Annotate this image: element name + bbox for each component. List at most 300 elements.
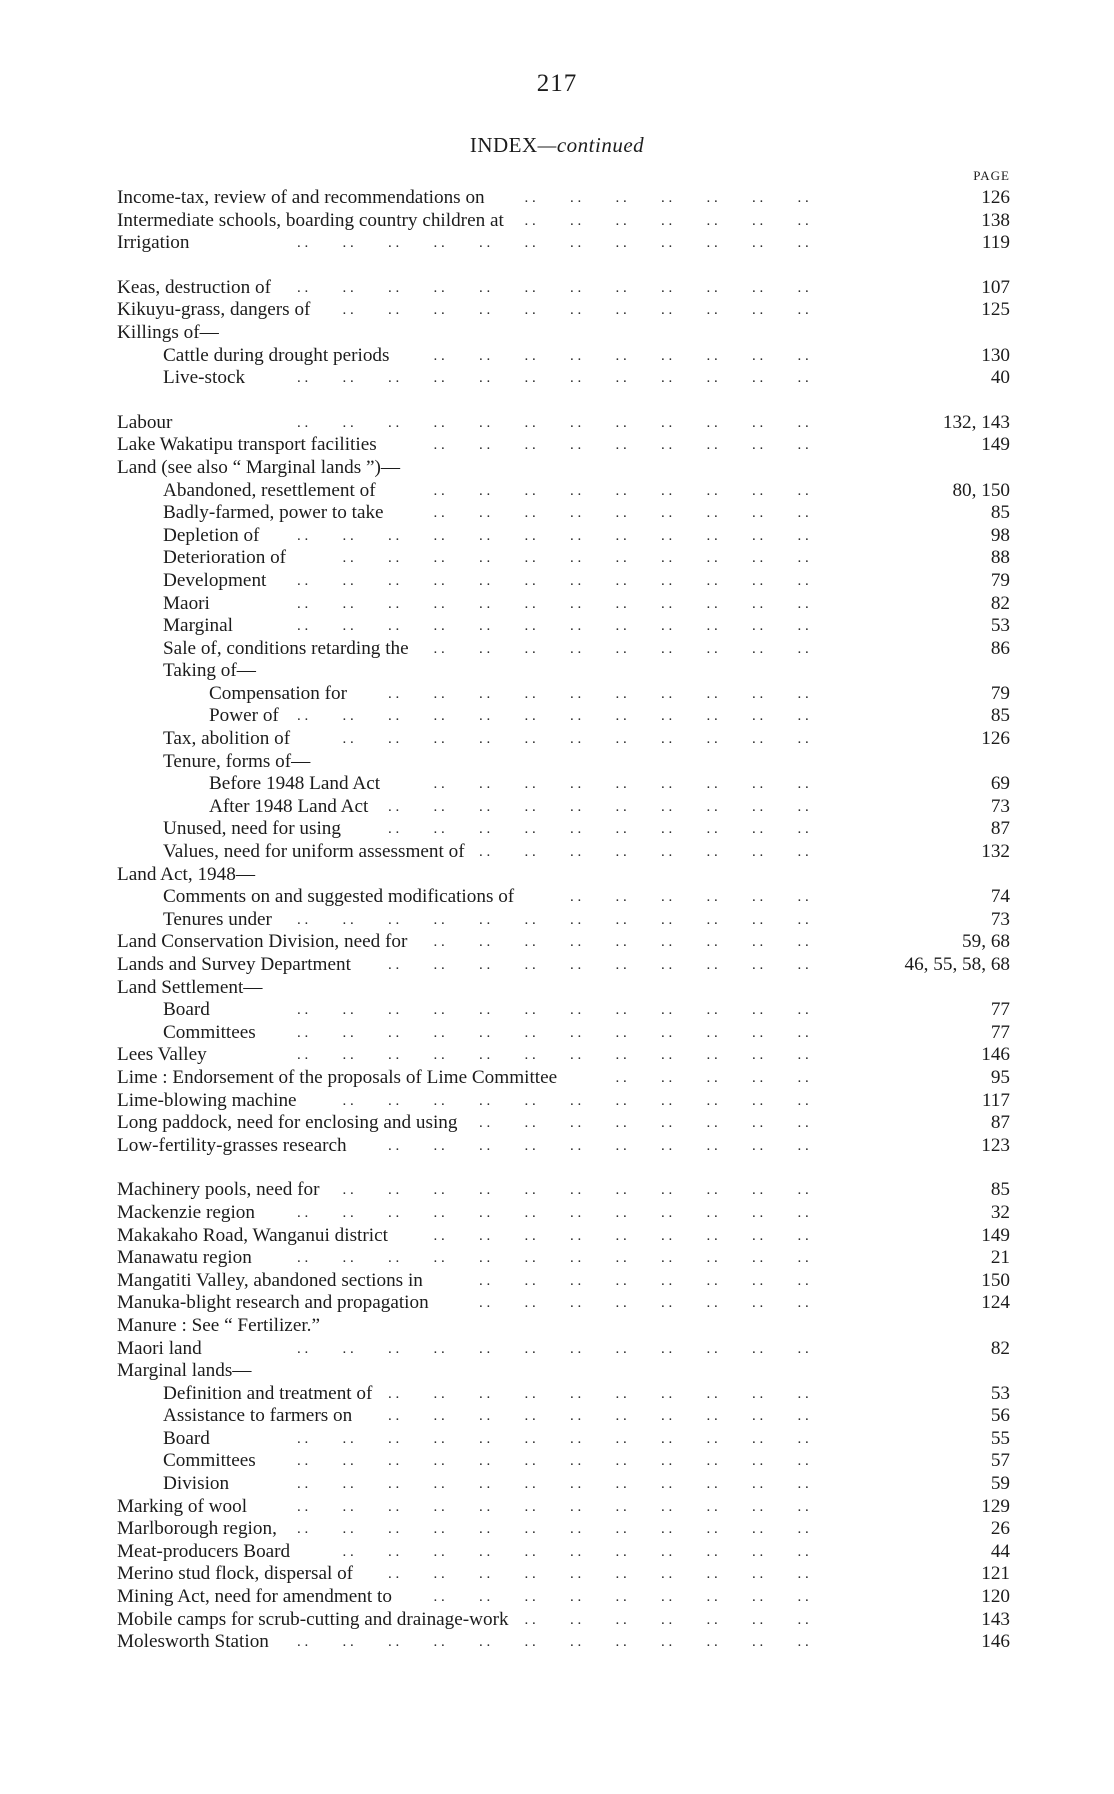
- dot-leader: . .: [479, 505, 491, 522]
- index-entry: [0, 1090, 1114, 1113]
- dot-leader: . .: [479, 550, 491, 567]
- dot-leader: . .: [433, 414, 445, 431]
- index-page-ref: 77: [990, 999, 1010, 1021]
- dot-leader: . .: [615, 1476, 627, 1493]
- dot-leader: . .: [388, 1385, 400, 1402]
- index-entry: [0, 864, 1114, 887]
- dot-leader: . .: [661, 437, 673, 454]
- dot-leader: . .: [524, 844, 536, 861]
- index-entry: [0, 525, 1114, 548]
- dot-leader: . .: [706, 1408, 718, 1425]
- dot-leader: . .: [752, 844, 764, 861]
- dot-leader: . .: [524, 190, 536, 206]
- dot-leader: . .: [524, 1092, 536, 1109]
- dot-leader: . .: [433, 1182, 445, 1199]
- dot-leader: . .: [661, 1521, 673, 1538]
- dot-leader: . .: [433, 776, 445, 793]
- dot-leader: . .: [797, 1182, 809, 1199]
- dot-leader: . .: [433, 821, 445, 838]
- dot-leader: . .: [388, 1204, 400, 1221]
- index-term: Marlborough region,: [117, 1518, 277, 1540]
- index-term: Machinery pools, need for: [117, 1179, 320, 1201]
- index-term: Development: [163, 569, 267, 591]
- dot-leader: . .: [342, 1340, 354, 1357]
- dot-leader: . .: [706, 347, 718, 364]
- index-entry: [0, 1225, 1114, 1248]
- index-page-ref: 57: [990, 1450, 1010, 1472]
- index-entry: [0, 1202, 1114, 1225]
- index-term: Lees Valley: [117, 1044, 207, 1066]
- dot-leader: . .: [615, 1611, 627, 1628]
- index-term: Tenures under: [163, 908, 272, 930]
- index-entry: [0, 683, 1114, 706]
- dot-leader: . .: [479, 1589, 491, 1606]
- dot-leader: . .: [661, 572, 673, 589]
- dot-leader: . .: [797, 1137, 809, 1154]
- dot-leader: . .: [479, 1453, 491, 1470]
- dot-leader: . .: [752, 1204, 764, 1221]
- index-term: Committees: [163, 1021, 256, 1043]
- index-entry: [0, 1586, 1114, 1609]
- dot-leader: . .: [524, 505, 536, 522]
- index-entry: [0, 1022, 1114, 1045]
- dot-leader: . .: [342, 1476, 354, 1493]
- index-term: Manuka-blight research and propagation: [117, 1292, 429, 1314]
- dot-leader: . .: [433, 934, 445, 951]
- dot-leader: . .: [388, 1453, 400, 1470]
- dot-leader: . .: [388, 550, 400, 567]
- dot-leader: . .: [752, 279, 764, 296]
- dot-leader: . .: [570, 1002, 582, 1019]
- dot-leader: . .: [388, 572, 400, 589]
- dot-leader: . .: [297, 572, 309, 589]
- index-page-ref: 32: [990, 1201, 1010, 1223]
- dot-leader: . .: [752, 1182, 764, 1199]
- dot-leader: . .: [570, 731, 582, 748]
- dot-leader: . .: [797, 1521, 809, 1538]
- dot-leader: . .: [615, 190, 627, 206]
- dot-leader: . .: [661, 212, 673, 229]
- dot-leader: . .: [388, 1543, 400, 1560]
- dot-leader: . .: [433, 1634, 445, 1651]
- dot-leader: . .: [524, 731, 536, 748]
- dot-leader: . .: [615, 1137, 627, 1154]
- index-term: Long paddock, need for enclosing and using: [117, 1112, 458, 1134]
- dot-leader: . .: [342, 708, 354, 725]
- index-page-ref: 150: [981, 1269, 1010, 1291]
- dot-leader: . .: [570, 302, 582, 319]
- dot-leader: . .: [706, 776, 718, 793]
- index-entry: [0, 1247, 1114, 1270]
- dot-leader: . .: [433, 1204, 445, 1221]
- dot-leader: . .: [706, 482, 718, 499]
- dot-leader: . .: [752, 957, 764, 973]
- dot-leader: . .: [479, 1498, 491, 1515]
- dot-leader: . .: [524, 482, 536, 499]
- dot-leader: . .: [615, 889, 627, 906]
- dot-leader: . .: [797, 550, 809, 567]
- index-page-ref: 74: [990, 886, 1010, 908]
- index-term: Assistance to farmers on: [163, 1405, 353, 1427]
- dot-leader: . .: [797, 1002, 809, 1019]
- dot-leader: . .: [433, 731, 445, 748]
- dot-leader: . .: [388, 414, 400, 431]
- dot-leader: . .: [570, 1137, 582, 1154]
- dot-leader: . .: [797, 437, 809, 454]
- dot-leader: . .: [433, 482, 445, 499]
- dot-leader: . .: [661, 1069, 673, 1086]
- index-term: Power of: [209, 705, 279, 727]
- dot-leader: . .: [479, 302, 491, 319]
- dot-leader: . .: [479, 572, 491, 589]
- dot-leader: . .: [479, 437, 491, 454]
- dot-leader: . .: [706, 1002, 718, 1019]
- dot-leader: . .: [433, 640, 445, 657]
- dot-leader: . .: [570, 212, 582, 229]
- dot-leader: . .: [752, 572, 764, 589]
- dot-leader: . .: [524, 685, 536, 702]
- index-term: Badly-farmed, power to take: [163, 502, 384, 524]
- dot-leader: . .: [388, 685, 400, 702]
- index-entry: [0, 931, 1114, 954]
- index-term: Taking of—: [163, 660, 256, 682]
- dot-leader: . .: [797, 1589, 809, 1606]
- dot-leader: . .: [752, 1611, 764, 1628]
- dot-leader: . .: [615, 1430, 627, 1447]
- dot-leader: . .: [752, 235, 764, 252]
- dot-leader: . .: [570, 685, 582, 702]
- index-entry: [0, 841, 1114, 864]
- dot-leader: . .: [661, 1182, 673, 1199]
- index-entry: [0, 1563, 1114, 1586]
- index-entry: [0, 977, 1114, 1000]
- index-entry: [0, 593, 1114, 616]
- dot-leader: . .: [342, 235, 354, 252]
- dot-leader: . .: [797, 1611, 809, 1628]
- dot-leader: . .: [297, 1476, 309, 1493]
- dot-leader: . .: [570, 1115, 582, 1132]
- dot-leader: . .: [479, 279, 491, 296]
- dot-leader: . .: [706, 279, 718, 296]
- dot-leader: . .: [433, 1476, 445, 1493]
- dot-leader: . .: [615, 550, 627, 567]
- dot-leader: . .: [570, 1227, 582, 1244]
- dot-leader: . .: [433, 1250, 445, 1267]
- dot-leader: . .: [297, 235, 309, 252]
- index-entry: [0, 1518, 1114, 1541]
- dot-leader: . .: [570, 370, 582, 387]
- dot-leader: . .: [752, 437, 764, 454]
- dot-leader: . .: [297, 708, 309, 725]
- dot-leader: . .: [752, 550, 764, 567]
- index-term: Irrigation: [117, 232, 190, 254]
- dot-leader: . .: [388, 1498, 400, 1515]
- dot-leader: . .: [570, 798, 582, 815]
- dot-leader: . .: [752, 347, 764, 364]
- index-page-ref: 124: [981, 1292, 1010, 1314]
- dot-leader: . .: [479, 1430, 491, 1447]
- dot-leader: . .: [297, 279, 309, 296]
- dot-leader: . .: [752, 708, 764, 725]
- dot-leader: . .: [661, 482, 673, 499]
- dot-leader: . .: [661, 821, 673, 838]
- index-page-ref: 87: [990, 1112, 1010, 1134]
- dot-leader: . .: [797, 1115, 809, 1132]
- dot-leader: . .: [433, 1047, 445, 1064]
- index-entry: [0, 1428, 1114, 1451]
- index-entry: [0, 570, 1114, 593]
- index-term: Manawatu region: [117, 1247, 252, 1269]
- dot-leader: . .: [615, 1115, 627, 1132]
- index-title-text: INDEX: [469, 133, 538, 157]
- section-gap: [0, 390, 1114, 412]
- index-page-ref: 80, 150: [952, 479, 1010, 501]
- index-entry: [0, 705, 1114, 728]
- dot-leader: . .: [661, 1498, 673, 1515]
- dot-leader: . .: [615, 1521, 627, 1538]
- dot-leader: . .: [297, 1002, 309, 1019]
- index-entry: [0, 1112, 1114, 1135]
- dot-leader: . .: [752, 1498, 764, 1515]
- dot-leader: . .: [570, 1611, 582, 1628]
- dot-leader: . .: [433, 1498, 445, 1515]
- dot-leader: . .: [524, 776, 536, 793]
- dot-leader: . .: [479, 595, 491, 612]
- dot-leader: . .: [524, 437, 536, 454]
- dot-leader: . .: [570, 505, 582, 522]
- dot-leader: . .: [615, 1250, 627, 1267]
- index-entry: [0, 1473, 1114, 1496]
- dot-leader: . .: [570, 550, 582, 567]
- dot-leader: . .: [479, 1566, 491, 1583]
- dot-leader: . .: [661, 889, 673, 906]
- dot-leader: . .: [570, 1024, 582, 1041]
- dot-leader: . .: [342, 572, 354, 589]
- dot-leader: . .: [797, 844, 809, 861]
- dot-leader: . .: [661, 279, 673, 296]
- dot-leader: . .: [615, 798, 627, 815]
- dot-leader: . .: [706, 1453, 718, 1470]
- dot-leader: . .: [570, 1498, 582, 1515]
- index-term: Land Act, 1948—: [117, 863, 256, 885]
- dot-leader: . .: [797, 595, 809, 612]
- dot-leader: . .: [388, 731, 400, 748]
- index-entry: [0, 1496, 1114, 1519]
- index-page-ref: 126: [981, 728, 1010, 750]
- index-page-ref: 44: [990, 1540, 1010, 1562]
- index-term: Unused, need for using: [163, 818, 341, 840]
- dot-leader: . .: [706, 190, 718, 206]
- dot-leader: . .: [388, 1092, 400, 1109]
- dot-leader: . .: [797, 347, 809, 364]
- dot-leader: . .: [388, 957, 400, 973]
- dot-leader: . .: [570, 527, 582, 544]
- dot-leader: . .: [797, 482, 809, 499]
- dot-leader: . .: [706, 235, 718, 252]
- dot-leader: . .: [524, 1634, 536, 1651]
- dot-leader: . .: [388, 708, 400, 725]
- dot-leader: . .: [661, 1476, 673, 1493]
- dot-leader: . .: [797, 1566, 809, 1583]
- index-entry: [0, 1270, 1114, 1293]
- dot-leader: . .: [706, 1272, 718, 1289]
- index-term: Mangatiti Valley, abandoned sections in: [117, 1269, 423, 1291]
- page-column-header: PAGE: [973, 168, 1010, 183]
- index-term: Killings of—: [117, 321, 219, 343]
- dot-leader: . .: [524, 1453, 536, 1470]
- dot-leader: . .: [297, 595, 309, 612]
- dot-leader: . .: [524, 347, 536, 364]
- index-term: Molesworth Station: [117, 1631, 269, 1653]
- dot-leader: . .: [661, 911, 673, 928]
- index-entry: [0, 818, 1114, 841]
- index-page-ref: 53: [990, 615, 1010, 637]
- dot-leader: . .: [706, 911, 718, 928]
- dot-leader: . .: [615, 1566, 627, 1583]
- dot-leader: . .: [752, 821, 764, 838]
- dot-leader: . .: [297, 1204, 309, 1221]
- index-page-ref: 129: [981, 1495, 1010, 1517]
- dot-leader: . .: [615, 302, 627, 319]
- dot-leader: . .: [797, 235, 809, 252]
- index-entry: [0, 1179, 1114, 1202]
- index-term: Mackenzie region: [117, 1201, 255, 1223]
- dot-leader: . .: [706, 1521, 718, 1538]
- dot-leader: . .: [706, 1137, 718, 1154]
- dot-leader: . .: [797, 1498, 809, 1515]
- dot-leader: . .: [524, 618, 536, 635]
- index-page-ref: 46, 55, 58, 68: [904, 954, 1010, 975]
- dot-leader: . .: [752, 1385, 764, 1402]
- index-term: Tax, abolition of: [163, 728, 291, 750]
- dot-leader: . .: [797, 212, 809, 229]
- index-page-ref: 82: [990, 592, 1010, 614]
- dot-leader: . .: [661, 934, 673, 951]
- dot-leader: . .: [706, 618, 718, 635]
- dot-leader: . .: [797, 821, 809, 838]
- index-entry: [0, 1541, 1114, 1564]
- dot-leader: . .: [479, 482, 491, 499]
- index-term: Committees: [163, 1450, 256, 1472]
- index-term: Cattle during drought periods: [163, 344, 390, 366]
- index-page-ref: 125: [981, 299, 1010, 321]
- dot-leader: . .: [388, 1024, 400, 1041]
- dot-leader: . .: [479, 821, 491, 838]
- dot-leader: . .: [661, 1589, 673, 1606]
- dot-leader: . .: [797, 731, 809, 748]
- index-term: Mobile camps for scrub-cutting and drainage-work: [117, 1608, 509, 1630]
- dot-leader: . .: [297, 1634, 309, 1651]
- dot-leader: . .: [570, 618, 582, 635]
- dot-leader: . .: [570, 1521, 582, 1538]
- dot-leader: . .: [388, 1340, 400, 1357]
- dot-leader: . .: [661, 347, 673, 364]
- dot-leader: . .: [433, 957, 445, 973]
- index-entry: [0, 1044, 1114, 1067]
- dot-leader: . .: [433, 1092, 445, 1109]
- index-page-ref: 132, 143: [942, 411, 1010, 433]
- dot-leader: . .: [661, 1047, 673, 1064]
- dot-leader: . .: [570, 572, 582, 589]
- dot-leader: . .: [752, 190, 764, 206]
- index-term: Lime : Endorsement of the proposals of Lime Committee: [117, 1066, 558, 1088]
- dot-leader: . .: [479, 1272, 491, 1289]
- index-entry: [0, 1450, 1114, 1473]
- index-page-ref: 130: [981, 344, 1010, 366]
- index-entry: [0, 1135, 1114, 1158]
- dot-leader: . .: [661, 640, 673, 657]
- dot-leader: . .: [342, 1453, 354, 1470]
- index-entry: [0, 909, 1114, 932]
- index-entry: [0, 1631, 1114, 1654]
- dot-leader: . .: [342, 1002, 354, 1019]
- dot-leader: . .: [433, 279, 445, 296]
- dot-leader: . .: [479, 957, 491, 973]
- index-entry: [0, 232, 1114, 255]
- dot-leader: . .: [797, 1543, 809, 1560]
- dot-leader: . .: [706, 934, 718, 951]
- dot-leader: . .: [524, 279, 536, 296]
- dot-leader: . .: [706, 844, 718, 861]
- dot-leader: . .: [706, 527, 718, 544]
- dot-leader: . .: [524, 1430, 536, 1447]
- dot-leader: . .: [752, 1272, 764, 1289]
- dot-leader: . .: [752, 1566, 764, 1583]
- dot-leader: . .: [661, 414, 673, 431]
- dot-leader: . .: [752, 1115, 764, 1132]
- dot-leader: . .: [388, 1002, 400, 1019]
- dot-leader: . .: [661, 1024, 673, 1041]
- dot-leader: . .: [797, 957, 809, 973]
- index-entry: [0, 187, 1114, 210]
- index-term: Land Conservation Division, need for: [117, 931, 408, 953]
- dot-leader: . .: [524, 1272, 536, 1289]
- dot-leader: . .: [661, 776, 673, 793]
- index-term: Comments on and suggested modifications of: [163, 886, 515, 908]
- dot-leader: . .: [706, 1589, 718, 1606]
- dot-leader: . .: [661, 302, 673, 319]
- dot-leader: . .: [433, 235, 445, 252]
- dot-leader: . .: [342, 1182, 354, 1199]
- dot-leader: . .: [706, 1476, 718, 1493]
- dot-leader: . .: [342, 911, 354, 928]
- dot-leader: . .: [479, 414, 491, 431]
- dot-leader: . .: [615, 1589, 627, 1606]
- dot-leader: . .: [433, 1340, 445, 1357]
- index-term: Tenure, forms of—: [163, 750, 311, 772]
- dot-leader: . .: [433, 911, 445, 928]
- dot-leader: . .: [706, 1092, 718, 1109]
- dot-leader: . .: [388, 1047, 400, 1064]
- dot-leader: . .: [706, 505, 718, 522]
- dot-leader: . .: [797, 572, 809, 589]
- dot-leader: . .: [797, 414, 809, 431]
- dot-leader: . .: [524, 821, 536, 838]
- dot-leader: . .: [570, 437, 582, 454]
- dot-leader: . .: [615, 1047, 627, 1064]
- dot-leader: . .: [570, 844, 582, 861]
- dot-leader: . .: [342, 370, 354, 387]
- dot-leader: . .: [797, 1250, 809, 1267]
- dot-leader: . .: [615, 934, 627, 951]
- dot-leader: . .: [433, 1543, 445, 1560]
- dot-leader: . .: [342, 527, 354, 544]
- dot-leader: . .: [661, 844, 673, 861]
- dot-leader: . .: [752, 1047, 764, 1064]
- dot-leader: . .: [433, 1408, 445, 1425]
- dot-leader: . .: [752, 1002, 764, 1019]
- dot-leader: . .: [570, 190, 582, 206]
